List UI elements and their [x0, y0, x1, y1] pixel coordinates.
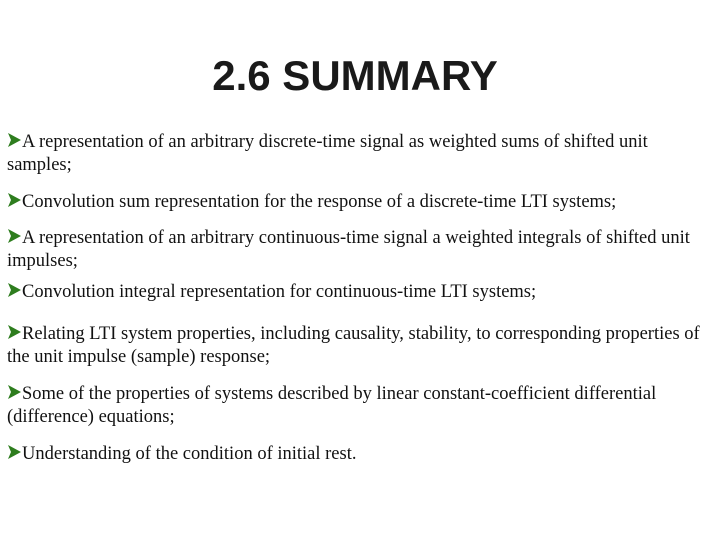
bullet-item	[7, 191, 715, 214]
bullet-text: Convolution integral representation for continuous-time LTI systems;	[22, 282, 537, 302]
arrow-bullet-icon	[7, 324, 22, 340]
arrow-bullet-icon	[7, 228, 22, 244]
bullet-text: Understanding of the condition of initial rest.	[22, 444, 357, 464]
arrow-bullet-icon	[7, 282, 22, 298]
bullet-text: Convolution sum representation for the response of a discrete-time LTI systems;	[22, 192, 617, 212]
bullet-item	[7, 383, 715, 429]
arrow-bullet-icon	[7, 384, 22, 400]
bullet-text: Some of the properties of systems described by linear constant-coefficient differential (difference) equations;	[7, 384, 657, 427]
bullet-text: Relating LTI system properties, including causality, stability, to corresponding properties of the unit impulse (sample) response;	[7, 324, 700, 367]
bullet-item	[7, 227, 715, 273]
bullet-item	[7, 443, 715, 466]
bullet-item	[7, 131, 715, 177]
slide-title: 2.6 SUMMARY	[212, 52, 498, 99]
bullet-text: A representation of an arbitrary continuous-time signal a weighted integrals of shifted unit impulses;	[7, 228, 690, 271]
bullet-item	[7, 323, 715, 369]
bullet-text: A representation of an arbitrary discrete-time signal as weighted sums of shifted unit samples;	[7, 132, 648, 175]
bullet-item	[7, 281, 715, 304]
arrow-bullet-icon	[7, 132, 22, 148]
arrow-bullet-icon	[7, 444, 22, 460]
arrow-bullet-icon	[7, 192, 22, 208]
